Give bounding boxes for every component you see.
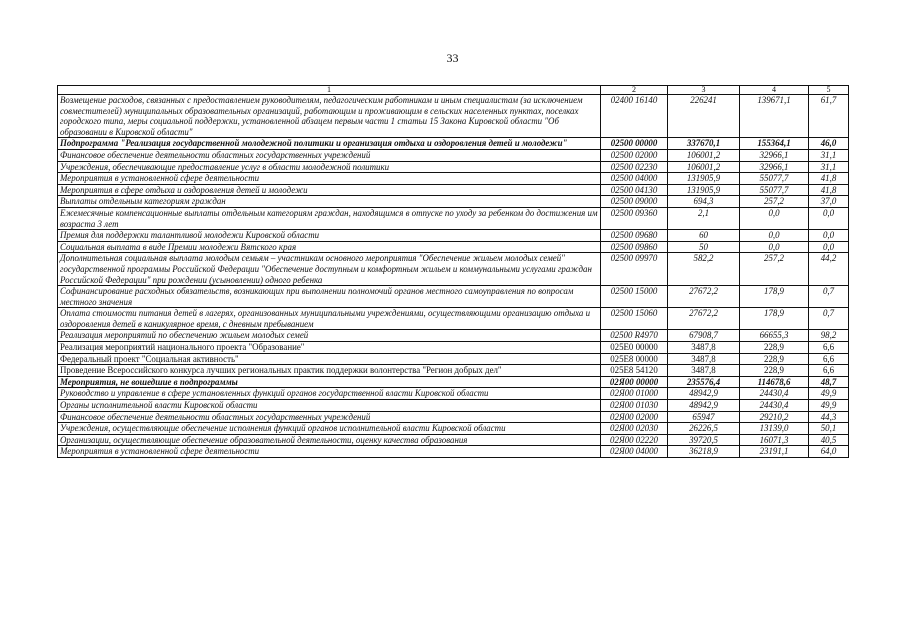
row-value-col3: 106001,2: [668, 161, 740, 173]
table-row: [58, 330, 849, 342]
row-value-col4: 114678,6: [740, 376, 809, 388]
row-code-cell: 02400 16140: [601, 95, 668, 138]
row-name-cell: Мероприятия, не вошедшие в подпрограммы: [58, 376, 601, 388]
row-code-cell: 02Я00 01030: [601, 400, 668, 412]
row-value-col4: 24430,4: [740, 400, 809, 412]
row-value-col3: 27672,2: [668, 286, 740, 308]
row-value-col4: 257,2: [740, 253, 809, 286]
row-value-col3: 106001,2: [668, 149, 740, 161]
row-value-col5: 40,5: [809, 434, 849, 446]
row-value-col5: 41,8: [809, 184, 849, 196]
row-name-cell: Органы исполнительной власти Кировской области: [58, 400, 601, 412]
table-row: [58, 95, 849, 138]
row-value-col5: 44,2: [809, 253, 849, 286]
row-code-cell: 02Я00 01000: [601, 388, 668, 400]
row-value-col3: 3487,8: [668, 365, 740, 377]
row-code-cell: 025Е0 00000: [601, 342, 668, 354]
row-name-cell: Проведение Всероссийского конкурса лучших региональных практик поддержки волонтерства "Регион добрых дел": [58, 365, 601, 377]
row-value-col4: 139671,1: [740, 95, 809, 138]
row-name-cell: Финансовое обеспечение деятельности областных государственных учреждений: [58, 411, 601, 423]
row-name-cell: Организации, осуществляющие обеспечение образовательной деятельности, оценку качества образования: [58, 434, 601, 446]
row-value-col5: 37,0: [809, 196, 849, 208]
column-header: 4: [740, 86, 809, 95]
row-code-cell: 02500 15000: [601, 286, 668, 308]
column-header: 5: [809, 86, 849, 95]
row-code-cell: 02500 04000: [601, 173, 668, 185]
row-value-col3: 3487,8: [668, 342, 740, 354]
row-value-col3: 39720,5: [668, 434, 740, 446]
row-name-cell: Софинансирование расходных обязательств, возникающих при выполнении полномочий органов местного самоуправления по вопросам местного значения: [58, 286, 601, 308]
table-row: [58, 353, 849, 365]
row-value-col5: 49,9: [809, 388, 849, 400]
row-value-col4: 66655,3: [740, 330, 809, 342]
row-name-cell: Возмещение расходов, связанных с предоставлением руководителям, педагогическим работникам и иным специалистам (за исключением совместителей) муниципальных образовательных организаций, работающим и проживающим в сельских населенных пунктах, поселках городского типа, меры социальной поддержки, установленной абзацем первым части 1 статьи 15 Закона Кировской области "Об образовании в Кировской области": [58, 95, 601, 138]
row-value-col5: 0,0: [809, 230, 849, 242]
table-row: [58, 196, 849, 208]
row-value-col5: 49,9: [809, 400, 849, 412]
row-code-cell: 02500 09860: [601, 241, 668, 253]
row-value-col3: 48942,9: [668, 400, 740, 412]
row-value-col3: 226241: [668, 95, 740, 138]
table-row: [58, 376, 849, 388]
row-code-cell: 02500 09000: [601, 196, 668, 208]
table-row: [58, 308, 849, 330]
table-row: [58, 342, 849, 354]
row-code-cell: 02500 09360: [601, 207, 668, 229]
table-row: [58, 365, 849, 377]
row-value-col4: 178,9: [740, 286, 809, 308]
row-code-cell: 02Я00 04000: [601, 446, 668, 458]
row-name-cell: Учреждения, обеспечивающие предоставление услуг в области молодежной политики: [58, 161, 601, 173]
row-value-col5: 0,7: [809, 286, 849, 308]
row-value-col5: 31,1: [809, 161, 849, 173]
row-name-cell: Учреждения, осуществляющие обеспечение исполнения функций органов исполнительной власти Кировской области: [58, 423, 601, 435]
row-name-cell: Мероприятия в установленной сфере деятельности: [58, 173, 601, 185]
row-name-cell: Мероприятия в сфере отдыха и оздоровления детей и молодежи: [58, 184, 601, 196]
column-header: 1: [58, 86, 601, 95]
row-name-cell: Мероприятия в установленной сфере деятельности: [58, 446, 601, 458]
row-name-cell: Премия для поддержки талантливой молодежи Кировской области: [58, 230, 601, 242]
row-value-col4: 32966,1: [740, 149, 809, 161]
row-value-col4: 55077,7: [740, 184, 809, 196]
row-value-col3: 60: [668, 230, 740, 242]
row-value-col4: 0,0: [740, 207, 809, 229]
row-value-col5: 44,3: [809, 411, 849, 423]
table-row: [58, 434, 849, 446]
row-value-col3: 582,2: [668, 253, 740, 286]
row-value-col5: 98,2: [809, 330, 849, 342]
row-value-col3: 694,3: [668, 196, 740, 208]
table-row: [58, 184, 849, 196]
table-row: [58, 138, 849, 150]
row-code-cell: 02Я00 02030: [601, 423, 668, 435]
row-value-col5: 48,7: [809, 376, 849, 388]
row-value-col5: 0,0: [809, 241, 849, 253]
row-code-cell: 02Я00 02000: [601, 411, 668, 423]
row-value-col3: 65947: [668, 411, 740, 423]
row-name-cell: Реализация мероприятий по обеспечению жильем молодых семей: [58, 330, 601, 342]
row-value-col4: 228,9: [740, 342, 809, 354]
table-row: [58, 446, 849, 458]
table-row: [58, 149, 849, 161]
row-code-cell: 025Е8 00000: [601, 353, 668, 365]
table-row: [58, 253, 849, 286]
row-code-cell: 02500 15060: [601, 308, 668, 330]
row-value-col4: 55077,7: [740, 173, 809, 185]
page-number: 33: [446, 51, 459, 65]
table-row: [58, 207, 849, 229]
row-code-cell: 02500 02230: [601, 161, 668, 173]
row-value-col3: 337670,1: [668, 138, 740, 150]
row-code-cell: 02500 09970: [601, 253, 668, 286]
row-value-col3: 131905,9: [668, 184, 740, 196]
row-name-cell: Выплаты отдельным категориям граждан: [58, 196, 601, 208]
row-name-cell: Дополнительная социальная выплата молодым семьям – участникам основного мероприятия "Обеспечение жильем молодых семей" государственной программы Российской Федерации "Обеспечение доступным и комфортным жильем и коммунальными услугами граждан Российской Федерации" при рождении (усыновлении) одного ребенка: [58, 253, 601, 286]
budget-table: [57, 85, 849, 458]
row-value-col5: 0,0: [809, 207, 849, 229]
row-value-col5: 50,1: [809, 423, 849, 435]
row-value-col3: 36218,9: [668, 446, 740, 458]
row-value-col4: 0,0: [740, 241, 809, 253]
row-value-col3: 50: [668, 241, 740, 253]
row-code-cell: 02500 00000: [601, 138, 668, 150]
table-row: [58, 286, 849, 308]
row-value-col5: 6,6: [809, 342, 849, 354]
table-row: [58, 400, 849, 412]
row-value-col3: 27672,2: [668, 308, 740, 330]
row-value-col5: 6,6: [809, 353, 849, 365]
row-value-col4: 228,9: [740, 365, 809, 377]
row-value-col4: 32966,1: [740, 161, 809, 173]
row-name-cell: Реализация мероприятий национального проекта "Образование": [58, 342, 601, 354]
row-value-col5: 64,0: [809, 446, 849, 458]
row-code-cell: 02500 02000: [601, 149, 668, 161]
row-name-cell: Ежемесячные компенсационные выплаты отдельным категориям граждан, находящимся в отпуске по уходу за ребенком до достижения им возраста 3 лет: [58, 207, 601, 229]
table-row: [58, 388, 849, 400]
column-header: 3: [668, 86, 740, 95]
row-value-col3: 235576,4: [668, 376, 740, 388]
row-value-col3: 131905,9: [668, 173, 740, 185]
row-value-col5: 0,7: [809, 308, 849, 330]
row-code-cell: 02500 04130: [601, 184, 668, 196]
row-value-col3: 2,1: [668, 207, 740, 229]
row-value-col3: 48942,9: [668, 388, 740, 400]
row-name-cell: Подпрограмма "Реализация государственной молодежной политики и организация отдыха и оздоровления детей и молодежи": [58, 138, 601, 150]
row-value-col5: 6,6: [809, 365, 849, 377]
row-value-col4: 24430,4: [740, 388, 809, 400]
row-value-col4: 257,2: [740, 196, 809, 208]
table-row: [58, 173, 849, 185]
row-name-cell: Финансовое обеспечение деятельности областных государственных учреждений: [58, 149, 601, 161]
row-value-col3: 3487,8: [668, 353, 740, 365]
row-code-cell: 025Е8 54120: [601, 365, 668, 377]
row-value-col4: 0,0: [740, 230, 809, 242]
table-row: [58, 241, 849, 253]
row-value-col4: 155364,1: [740, 138, 809, 150]
table-header-row: [58, 86, 849, 95]
row-value-col4: 16071,3: [740, 434, 809, 446]
row-value-col4: 178,9: [740, 308, 809, 330]
row-value-col3: 26226,5: [668, 423, 740, 435]
row-name-cell: Руководство и управление в сфере установленных функций органов государственной власти Кировской области: [58, 388, 601, 400]
row-value-col5: 41,8: [809, 173, 849, 185]
row-code-cell: 02Я00 02220: [601, 434, 668, 446]
table-row: [58, 423, 849, 435]
column-header: 2: [601, 86, 668, 95]
row-name-cell: Федеральный проект "Социальная активность": [58, 353, 601, 365]
row-value-col3: 67908,7: [668, 330, 740, 342]
row-value-col5: 46,0: [809, 138, 849, 150]
row-value-col4: 29210,2: [740, 411, 809, 423]
row-value-col4: 23191,1: [740, 446, 809, 458]
row-name-cell: Социальная выплата в виде Премии молодежи Вятского края: [58, 241, 601, 253]
row-value-col4: 228,9: [740, 353, 809, 365]
row-value-col5: 31,1: [809, 149, 849, 161]
table-row: [58, 161, 849, 173]
row-value-col5: 61,7: [809, 95, 849, 138]
table-row: [58, 411, 849, 423]
row-code-cell: 02500 R4970: [601, 330, 668, 342]
row-code-cell: 02500 09680: [601, 230, 668, 242]
row-value-col4: 13139,0: [740, 423, 809, 435]
row-name-cell: Оплата стоимости питания детей в лагерях, организованных муниципальными учреждениями, осуществляющими организацию отдыха и оздоровления детей в каникулярное время, с дневным пребыванием: [58, 308, 601, 330]
row-code-cell: 02Я00 00000: [601, 376, 668, 388]
table-row: [58, 230, 849, 242]
